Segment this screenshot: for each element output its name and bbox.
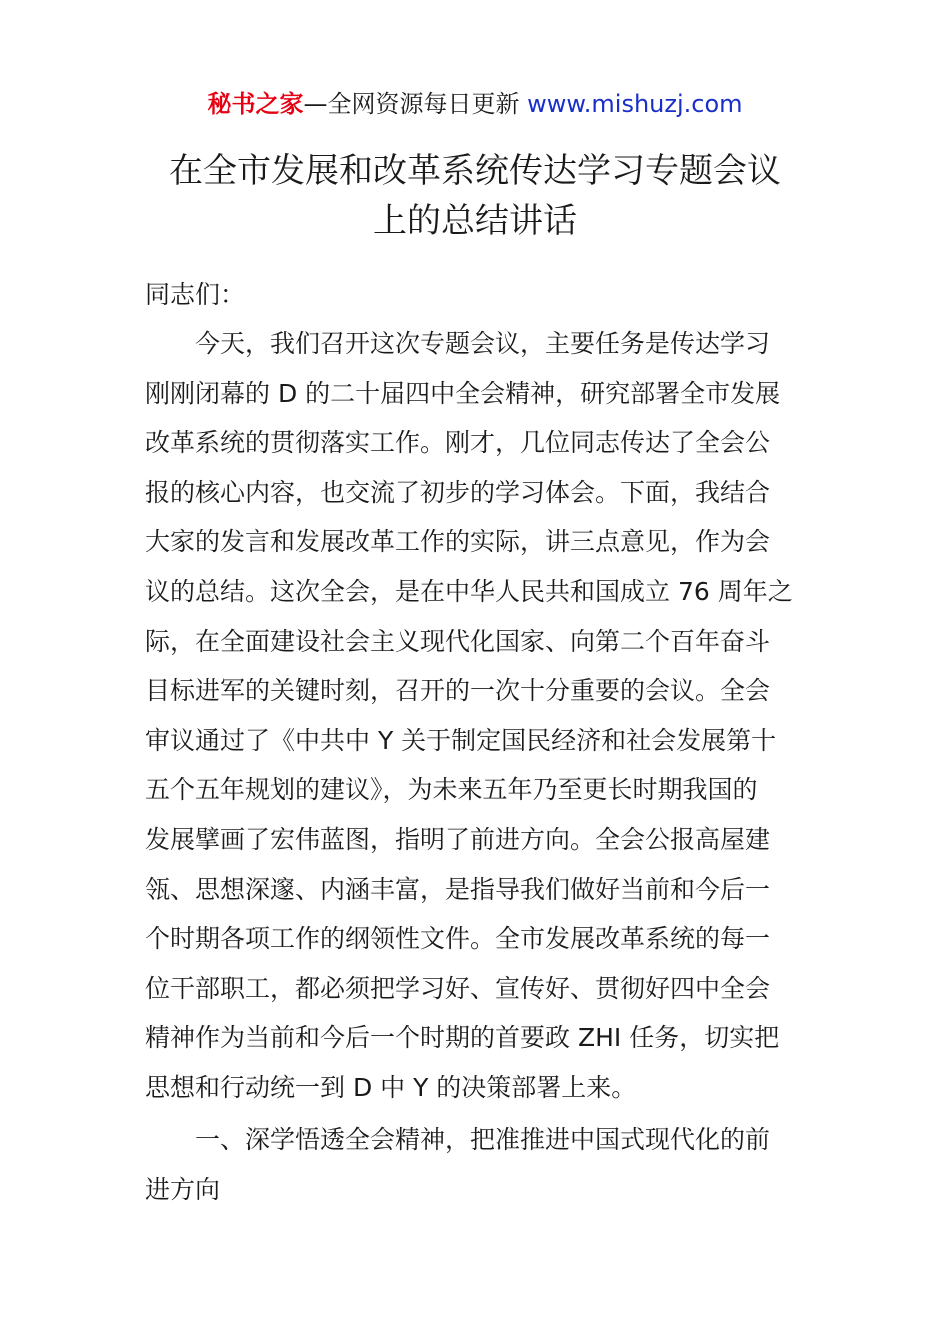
paragraph-line: 精神作为当前和今后一个时期的首要政 ZHI 任务，切实把 bbox=[145, 1023, 780, 1053]
paragraph-line: 审议通过了《中共中 Y 关于制定国民经济和社会发展第十 bbox=[145, 725, 777, 755]
paragraph-line: 际，在全面建设社会主义现代化国家、向第二个百年奋斗 bbox=[145, 626, 771, 656]
paragraph-line: 改革系统的贯彻落实工作。刚才，几位同志传达了全会公 bbox=[145, 428, 771, 458]
site-url-link[interactable]: www.mishuzj.com bbox=[527, 90, 743, 118]
paragraph-line: 五个五年规划的建议》，为未来五年乃至更长时期我国的 bbox=[145, 775, 758, 805]
paragraph-line: 位干部职工，都必须把学习好、宣传好、贯彻好四中全会 bbox=[145, 973, 771, 1003]
paragraph-line: 目标进军的关键时刻，召开的一次十分重要的会议。全会 bbox=[145, 676, 771, 706]
site-header bbox=[0, 88, 950, 120]
document-title bbox=[120, 146, 830, 246]
salutation: 同志们： bbox=[145, 280, 246, 309]
section-heading-1 bbox=[145, 1115, 810, 1214]
brand-name: 秘书之家 bbox=[207, 90, 304, 118]
heading-line: 一、深学悟透全会精神，把准推进中国式现代化的前 bbox=[195, 1125, 771, 1154]
paragraph-line: 个时期各项工作的纲领性文件。全市发展改革系统的每一 bbox=[145, 924, 771, 954]
paragraph-1 bbox=[145, 319, 810, 1113]
paragraph-line: 大家的发言和发展改革工作的实际，讲三点意见，作为会 bbox=[145, 527, 771, 557]
heading-line: 进方向 bbox=[145, 1174, 221, 1204]
paragraph-line: 瓴、思想深邃、内涵丰富，是指导我们做好当前和今后一 bbox=[145, 874, 771, 904]
header-slogan: —全网资源每日更新 bbox=[303, 90, 528, 118]
paragraph-line: 报的核心内容，也交流了初步的学习体会。下面，我结合 bbox=[145, 477, 771, 507]
title-line-1: 在全市发展和改革系统传达学习专题会议 bbox=[169, 151, 781, 191]
paragraph-line: 思想和行动统一到 D 中 Y 的决策部署上来。 bbox=[145, 1072, 637, 1102]
title-line-2: 上的总结讲话 bbox=[373, 201, 577, 241]
paragraph-line: 议的总结。这次全会，是在中华人民共和国成立 76 周年之 bbox=[145, 576, 793, 606]
paragraph-line: 今天，我们召开这次专题会议，主要任务是传达学习 bbox=[195, 329, 771, 358]
paragraph-line: 发展擘画了宏伟蓝图，指明了前进方向。全会公报高屋建 bbox=[145, 824, 771, 854]
paragraph-line: 刚刚闭幕的 D 的二十届四中全会精神，研究部署全市发展 bbox=[145, 378, 781, 408]
